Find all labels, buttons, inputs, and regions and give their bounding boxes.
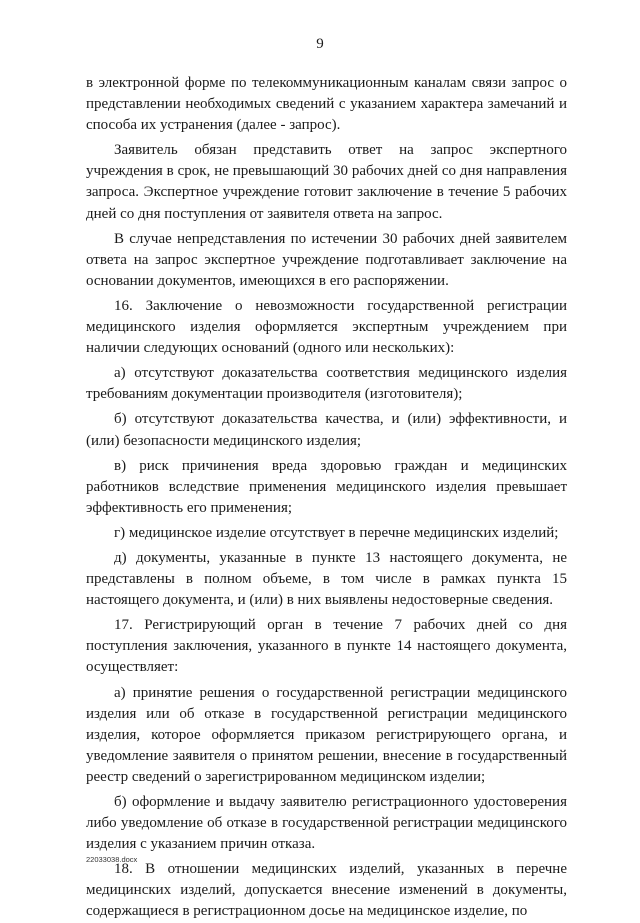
paragraph-no-response: В случае непредставления по истечении 30 рабочих дней заявителем ответа на запрос экспертное учреждение подготавливает заключение на основании документов, имеющихся в его распоряжении. bbox=[86, 230, 567, 289]
clause-16-item-a: а) отсутствуют доказательства соответствия медицинского изделия требованиям документации производителя (изготовителя); bbox=[86, 365, 567, 403]
body-text bbox=[86, 73, 567, 923]
clause-16-item-d: д) документы, указанные в пункте 13 настоящего документа, не представлены в полном объеме, в том числе в рамках пункта 15 настоящего документа, и (или) в них выявлены недостоверные сведения. bbox=[86, 549, 567, 609]
clause-16-item-b: б) отсутствуют доказательства качества, и (или) эффективности, и (или) безопасности медицинского изделия; bbox=[86, 411, 567, 449]
clause-17-item-b: б) оформление и выдачу заявителю регистрационного удостоверения либо уведомление об отказе в государственной регистрации медицинского изделия с указанием причин отказа. bbox=[86, 794, 567, 853]
clause-17: 17. Регистрирующий орган в течение 7 рабочих дней со дня поступления заключения, указанного в пункте 14 настоящего документа, осуществляет: bbox=[86, 617, 567, 676]
paragraph-continuation: в электронной форме по телекоммуникационным каналам связи запрос о представлении необходимых сведений с указанием характера замечаний и способа их устранения (далее - запрос). bbox=[86, 75, 567, 134]
clause-16-item-g: г) медицинское изделие отсутствует в перечне медицинских изделий; bbox=[114, 524, 559, 541]
page-number: 9 bbox=[316, 36, 324, 52]
footer-filename: 22033038.docx bbox=[86, 855, 138, 864]
clause-18: 18. В отношении медицинских изделий, указанных в перечне медицинских изделий, допускается внесение изменений в документы, содержащиеся в регистрационном досье на медицинское изделие, по bbox=[86, 861, 567, 920]
clause-16-item-v: в) риск причинения вреда здоровью граждан и медицинских работников вследствие применения медицинского изделия превышает эффективность его применения; bbox=[86, 457, 567, 516]
paragraph-applicant-response: Заявитель обязан представить ответ на запрос экспертного учреждения в срок, не превышающий 30 рабочих дней со дня направления запроса. Экспертное учреждение готовит заключение в течение 5 рабочих дней со дня поступления от заявителя ответа на запрос. bbox=[86, 142, 567, 222]
clause-17-item-a: а) принятие решения о государственной регистрации медицинского изделия или об отказе в государственной регистрации медицинского изделия, которое оформляется приказом регистрирующего органа, и уведомление заявителя о принятом решении, внесение в государственный реестр сведений о зарегистрированном медицинском изделии; bbox=[86, 684, 567, 785]
clause-16: 16. Заключение о невозможности государственной регистрации медицинского изделия оформляется экспертным учреждением при наличии следующих оснований (одного или нескольких): bbox=[86, 297, 567, 357]
